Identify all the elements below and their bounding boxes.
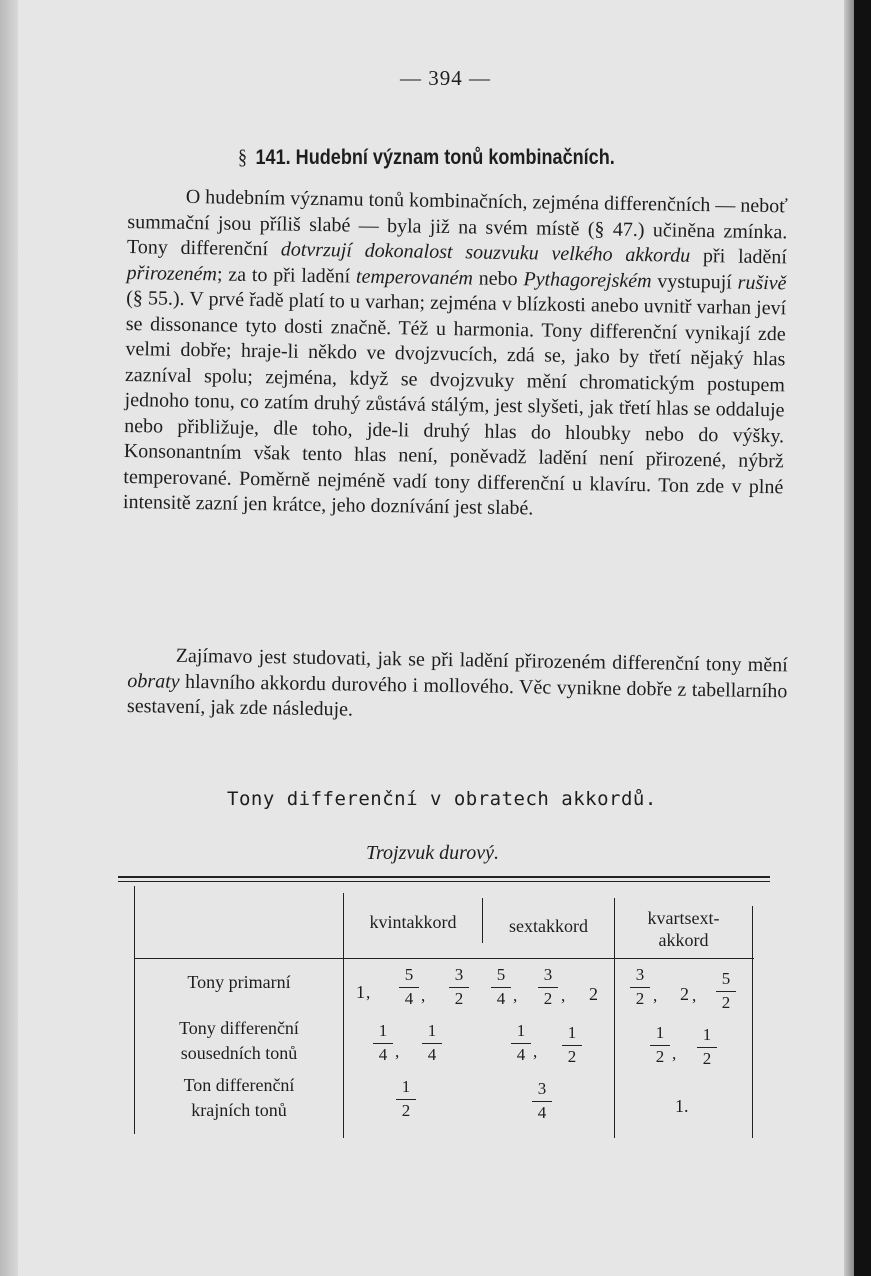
comma: , bbox=[421, 986, 426, 1005]
page-edge-right bbox=[854, 0, 871, 1276]
row-label-outer-1: Ton differenční bbox=[183, 1075, 295, 1095]
fraction-r1c2-a: 5 4 bbox=[491, 966, 511, 1008]
comma: , bbox=[513, 986, 518, 1005]
section-title: Hudební význam tonů kombinačních. bbox=[295, 146, 615, 169]
comma: , bbox=[395, 1042, 400, 1061]
value-r1c2-c: 2 bbox=[589, 984, 598, 1004]
section-number: 141. bbox=[255, 146, 291, 169]
fraction-r2c1-b: 1 4 bbox=[422, 1022, 442, 1064]
fraction-r2c3-a: 1 2 bbox=[650, 1024, 670, 1066]
page-edge-left bbox=[0, 0, 18, 1276]
table-right-border bbox=[752, 906, 753, 1138]
comma: , bbox=[672, 1044, 677, 1063]
comma: , bbox=[533, 1042, 538, 1061]
table-header-rule bbox=[134, 958, 754, 959]
table-top-rule bbox=[118, 876, 770, 878]
comma: , bbox=[561, 986, 566, 1005]
paragraph-1: O hudebním významu tonů kombinačních, zejména differenčních — neboť summační jsou příliš slabé — byla již na svém místě (§ 47.) učiněna zmínka. Tony differenční dotvrzují dokonalost souzvuku velkého akkordu při ladění přirozeném; za to při ladění temperovaném nebo Pythagorejském vystupují rušivě (§ 55.). V prvé řadě platí to u varhan; zejména v blízkosti anebo uvnitř varhan jeví se dissonance tyto dosti značně. Též u harmonia. Tony differenční vynikají zde velmi dobře; hraje-li někdo ve dvojzvucích, zdá se, jako by třetí nějaký hlas zazníval spolu; zejména, když se dvojzvuky mění chromatickým postupem jednoho tonu, co zatím druhý zůstává stálým, jest slyšeti, jak třetí hlas se oddaluje nebo přibližuje, dle toho, jde-li druhý hlas do hloubky nebo do výšky. Konsonantním však tento hlas není, poněvadž ladění není přirozené, nýbrž temperované. Poměrně nejméně vadí tony differenční u klavíru. Ton zde v plné intensitě zazní jen krátce, jeho doznívání jest slabé. bbox=[122, 185, 788, 520]
comma: , bbox=[366, 983, 371, 1002]
fraction-r3c2: 3 4 bbox=[532, 1080, 552, 1122]
col-sextakkord: sextakkord bbox=[509, 916, 588, 936]
section-symbol: § bbox=[238, 145, 248, 169]
fraction-r2c3-b: 1 2 bbox=[697, 1026, 717, 1068]
fraction-r1c1-c: 3 2 bbox=[449, 966, 469, 1008]
section-heading bbox=[238, 145, 615, 170]
table-top-rule-thin bbox=[118, 881, 770, 882]
value-r1c1-a: 1 bbox=[356, 982, 365, 1002]
col-kvintakkord: kvintakkord bbox=[369, 912, 457, 932]
fraction-r2c2-a: 1 4 bbox=[511, 1022, 531, 1064]
row-label-adjacent-1: Tony differenční bbox=[179, 1018, 299, 1038]
col-kvartsextakkord-1: kvartsext- bbox=[647, 908, 720, 928]
page-number: — 394 — bbox=[400, 66, 491, 90]
page-edge-shadow bbox=[844, 0, 854, 1276]
fraction-r1c2-b: 3 2 bbox=[538, 966, 558, 1008]
fraction-r2c1-a: 1 4 bbox=[373, 1022, 393, 1064]
comma: , bbox=[653, 986, 658, 1005]
fraction-r3c1: 1 2 bbox=[396, 1078, 416, 1120]
table-caption: Tony differenční v obratech akkordů. bbox=[227, 788, 657, 810]
fraction-r2c2-b: 1 2 bbox=[562, 1024, 582, 1066]
value-r3c3: 1. bbox=[675, 1096, 689, 1116]
col-kvartsextakkord-2: akkord bbox=[658, 930, 709, 950]
fraction-r1c1-b: 5 4 bbox=[399, 966, 419, 1008]
fraction-r1c3-a: 3 2 bbox=[630, 966, 650, 1008]
comma: , bbox=[692, 986, 697, 1005]
row-label-primary: Tony primarní bbox=[187, 972, 291, 992]
table-subcaption: Trojzvuk durový. bbox=[366, 842, 499, 864]
row-label-outer-2: krajních tonů bbox=[191, 1100, 287, 1120]
fraction-r1c3-c: 5 2 bbox=[716, 970, 736, 1012]
paragraph-2: Zajímavo jest studovati, jak se při ladění přirozeném differenční tony mění obraty hlavního akkordu durového i mollového. Věc vynikne dobře z tabellarního sestavení, jak zde následuje. bbox=[126, 644, 788, 721]
value-r1c3-b: 2 bbox=[680, 984, 689, 1004]
row-label-adjacent-2: sousedních tonů bbox=[180, 1043, 298, 1063]
